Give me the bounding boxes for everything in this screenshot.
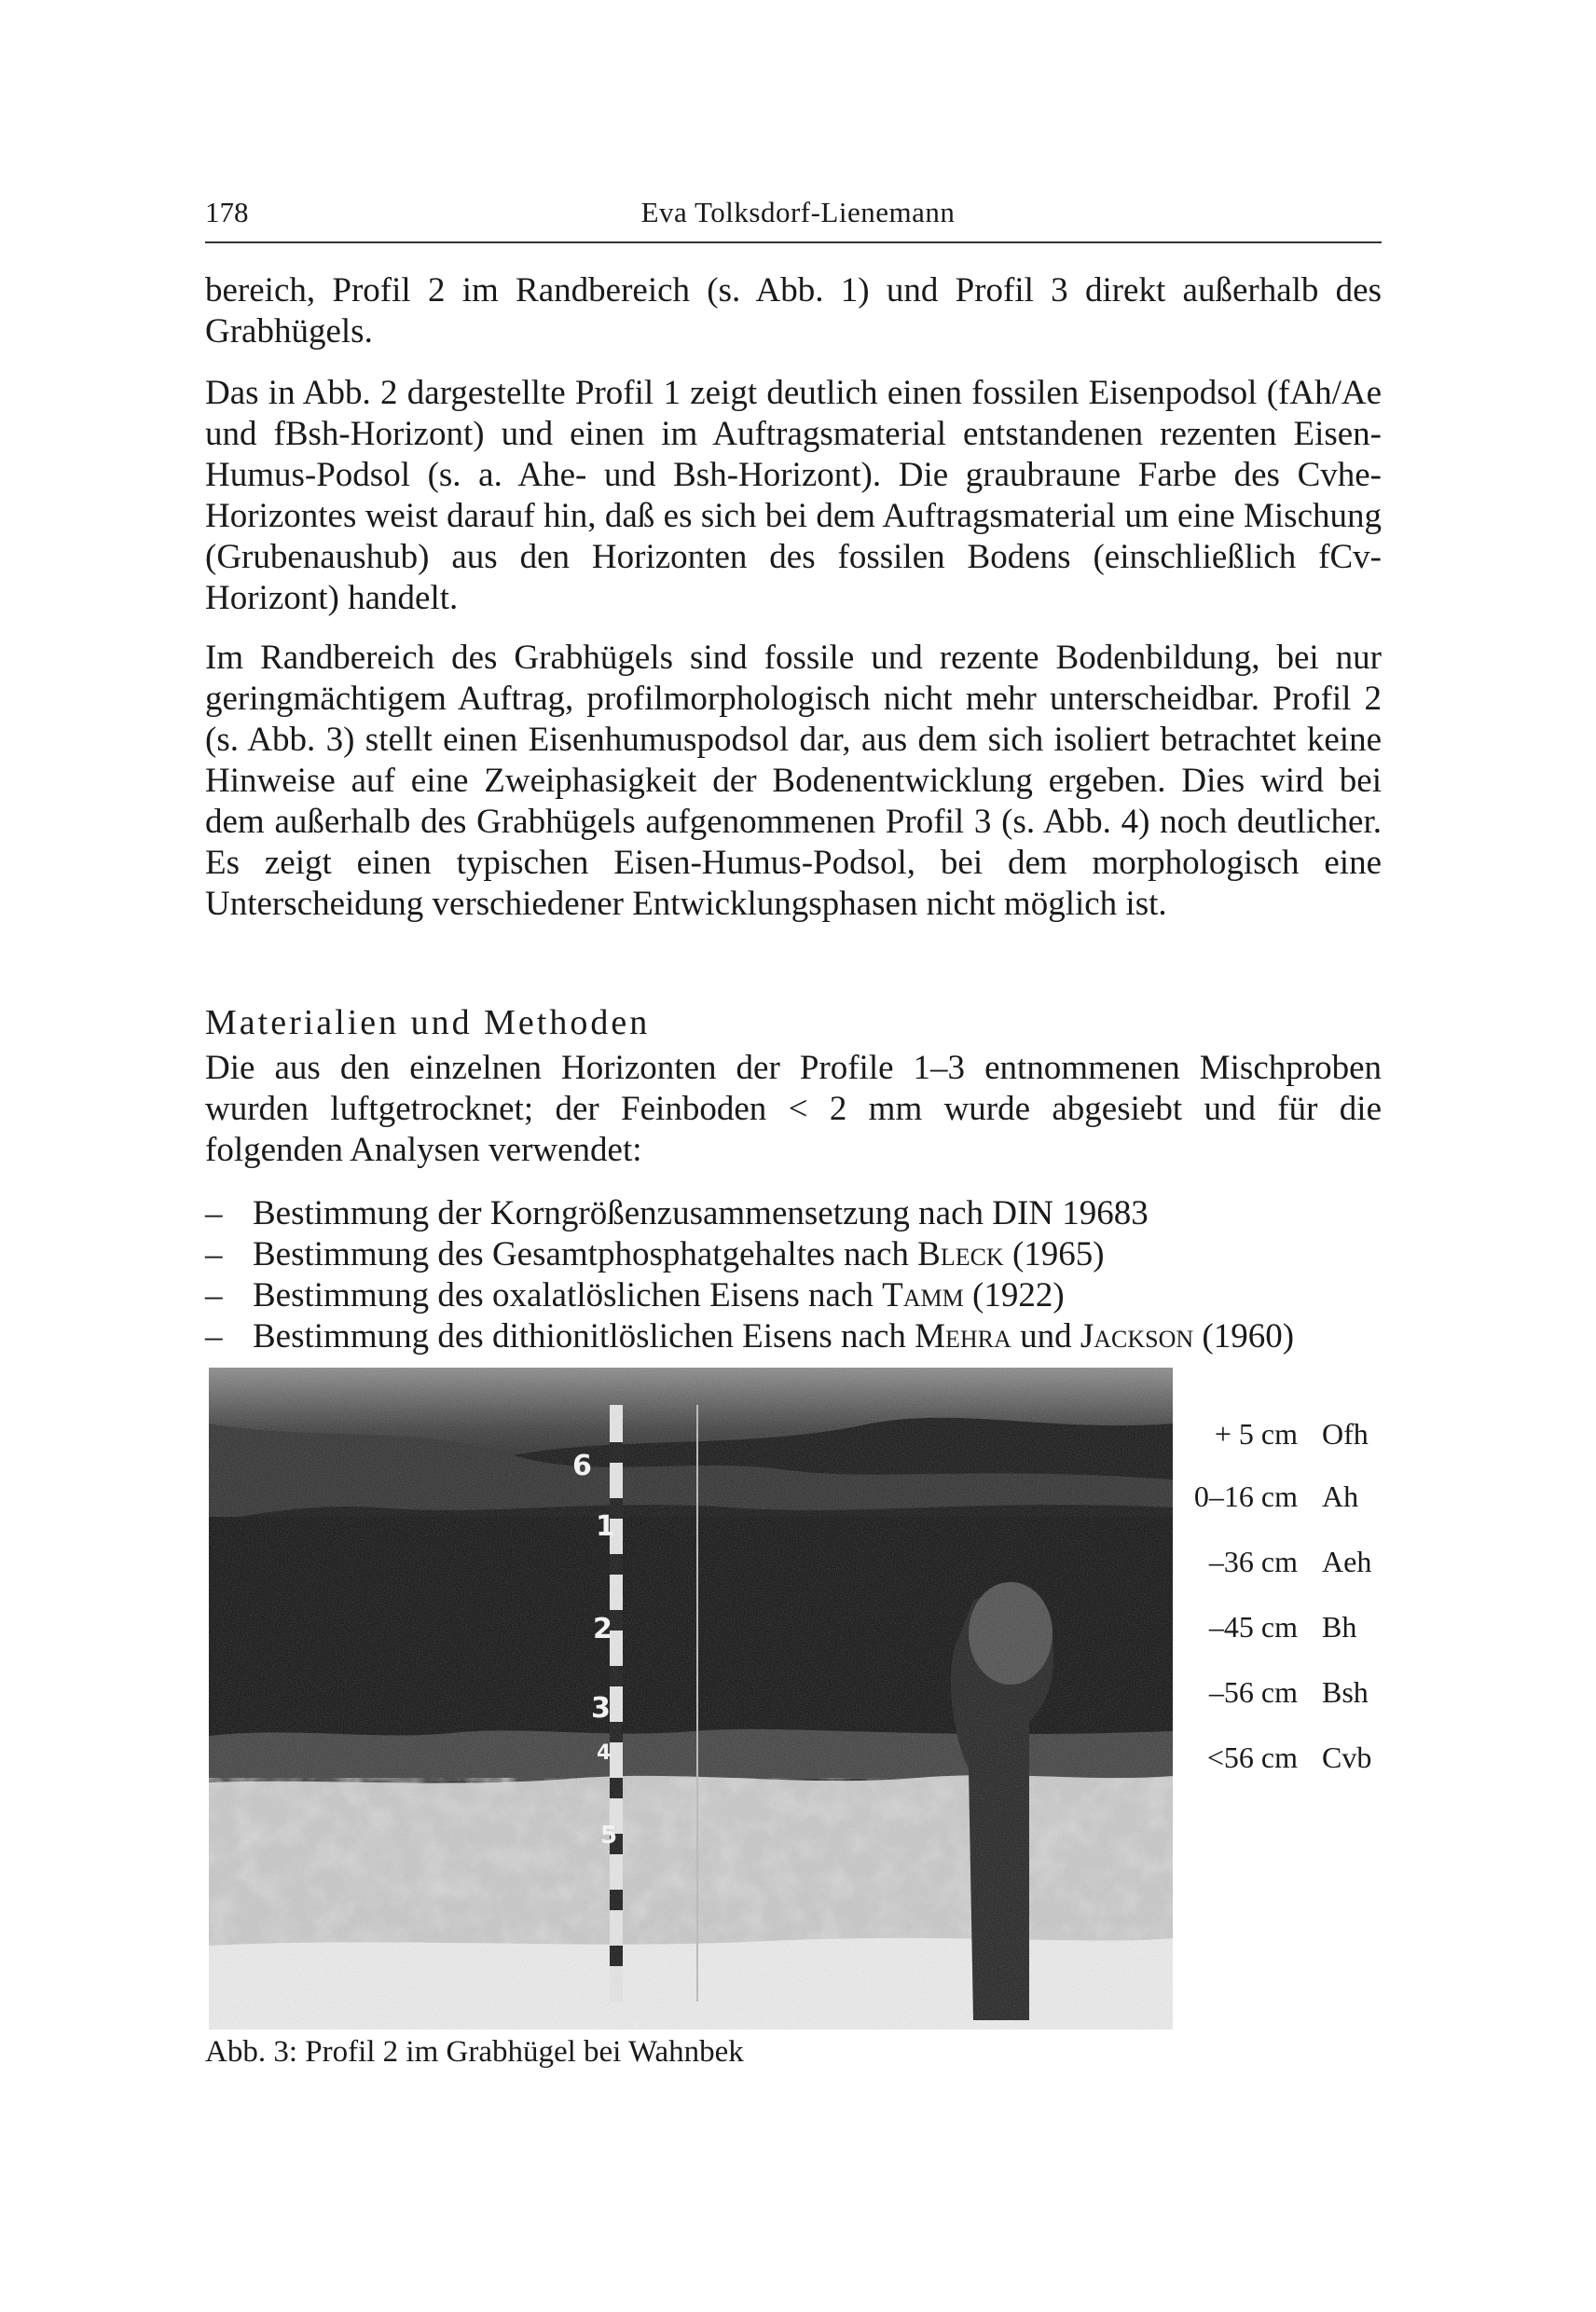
list-dash: – [205, 1235, 223, 1273]
cited-author: Mehra [915, 1317, 1011, 1356]
list-item [205, 1193, 1382, 1234]
figure-caption: Abb. 3: Profil 2 im Grabhügel bei Wahnbek [205, 2035, 744, 2069]
list-item [205, 1234, 1382, 1275]
method-text: Bestimmung der Korngrößenzusammensetzung nach DIN 19683 [253, 1194, 1149, 1232]
section-heading: Materialien und Methoden [205, 1003, 651, 1042]
paragraph-1-text: bereich, Profil 2 im Randbereich (s. Abb. 1) und Profil 3 direkt außerhalb des Grabhügels. [205, 271, 1382, 351]
list-item [205, 1316, 1382, 1357]
legend-depth: <56 cm [1206, 1741, 1298, 1774]
legend-horizon: Aeh [1322, 1545, 1372, 1578]
soil-profile-photo-drawing [209, 1368, 1173, 2030]
paragraph-3-text: Im Randbereich des Grabhügels sind fossile und rezente Bodenbildung, bei nur geringmächtigem Auftrag, profilmorphologisch nicht mehr unterscheidbar. Profil 2 (s. Abb. 3) stellt einen Eisenhumuspodsol dar, aus dem sich isoliert betrachtet keine Hinweise auf eine Zweiphasigkeit der Bodenentwicklung ergeben. Dies wird bei dem außerhalb des Grabhügels aufgenommenen Profil 3 (s. Abb. 4) noch deutlicher. Es zeigt einen typischen Eisen-Humus-Podsol, bei dem morphologisch eine Unterscheidung verschiedener Entwicklungsphasen nicht möglich ist. [205, 639, 1382, 923]
paragraph-3 [205, 638, 1382, 925]
section-intro [205, 1048, 1382, 1171]
list-item [205, 1275, 1382, 1316]
paragraph-2-text: Das in Abb. 2 dargestellte Profil 1 zeigt deutlich einen fossilen Eisenpodsol (fAh/Ae und fBsh-Horizont) und einen im Auftragsmaterial entstandenen rezenten Eisen-Humus-Podsol (s. a. Ahe- und Bsh-Horizont). Die graubraune Farbe des Cvhe-Horizontes weist darauf hin, daß es sich bei dem Auftragsmaterial um eine Mischung (Grubenaushub) aus den Horizonten des fossilen Bodens (einschließlich fCv-Horizont) handelt. [205, 374, 1382, 617]
legend-horizon: Cvb [1322, 1741, 1372, 1774]
page-number: 178 [205, 196, 249, 228]
legend-horizon: Bh [1322, 1610, 1357, 1644]
paragraph-1 [205, 270, 1382, 352]
method-text: Bestimmung des dithionitlöslichen Eisens nach [253, 1317, 915, 1356]
legend-depth: –45 cm [1208, 1610, 1298, 1644]
legend-row [1182, 1675, 1389, 1713]
methods-list [205, 1193, 1382, 1357]
legend-horizon: Ofh [1322, 1417, 1369, 1451]
legend-row [1182, 1545, 1389, 1582]
legend-depth: 0–16 cm [1193, 1479, 1298, 1513]
cited-author: Jackson [1080, 1317, 1194, 1356]
legend-horizon: Ah [1322, 1479, 1359, 1513]
method-text: Bestimmung des Gesamtphosphatgehaltes nach [253, 1235, 918, 1273]
cited-joiner: und [1011, 1317, 1080, 1356]
legend-depth: + 5 cm [1214, 1417, 1298, 1451]
legend-depth: –36 cm [1208, 1545, 1298, 1578]
header-rule [205, 241, 1382, 243]
photo-marker: 6 [572, 1450, 592, 1482]
cited-author: Bleck [917, 1235, 1004, 1273]
cited-year: (1965) [1003, 1235, 1105, 1273]
legend-horizon: Bsh [1322, 1675, 1369, 1709]
photo-marker: 1 [596, 1510, 615, 1543]
list-dash: – [205, 1276, 223, 1314]
photo-marker: 4 [597, 1741, 612, 1765]
list-dash: – [205, 1317, 223, 1356]
legend-row [1182, 1610, 1389, 1647]
cited-author: Tamm [882, 1276, 964, 1314]
method-text: Bestimmung des oxalatlöslichen Eisens nach [253, 1276, 883, 1314]
legend-row [1182, 1417, 1389, 1454]
photo-marker: 3 [591, 1692, 611, 1725]
photo-marker: 2 [593, 1613, 612, 1645]
photo-marker: 5 [600, 1822, 618, 1850]
legend-depth: –56 cm [1208, 1675, 1298, 1709]
list-dash: – [205, 1194, 223, 1232]
running-header-author: Eva Tolksdorf-Lienemann [640, 196, 956, 228]
section-intro-text: Die aus den einzelnen Horizonten der Profile 1–3 entnommenen Mischproben wurden luftgetrocknet; der Feinboden < 2 mm wurde abgesiebt und für die folgenden Analysen verwendet: [205, 1049, 1382, 1169]
cited-year: (1960) [1193, 1317, 1295, 1356]
paragraph-2 [205, 373, 1382, 619]
cited-year: (1922) [963, 1276, 1065, 1314]
legend-row [1182, 1479, 1389, 1517]
soil-profile-photo [209, 1368, 1173, 2030]
legend-row [1182, 1741, 1389, 1778]
